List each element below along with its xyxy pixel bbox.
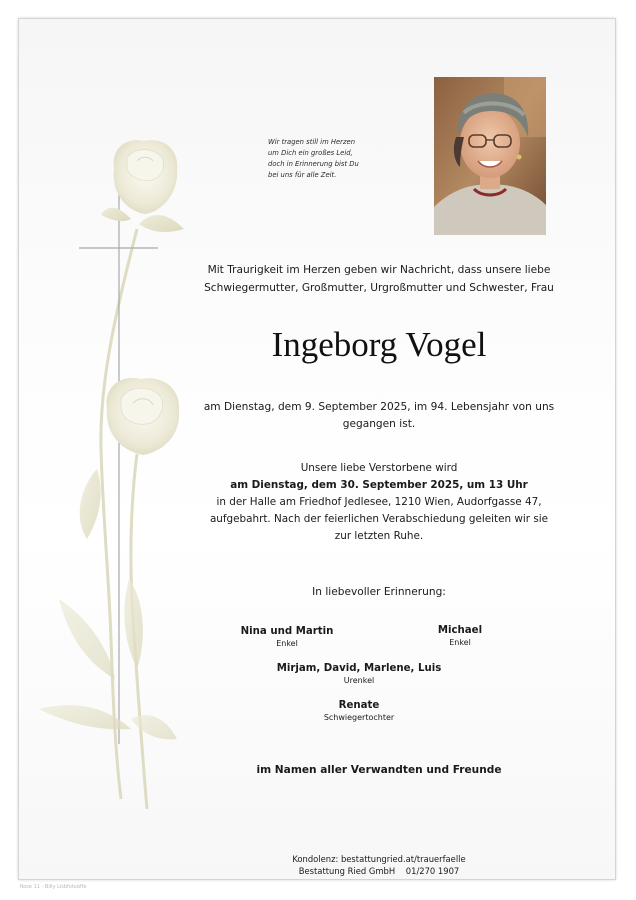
intro-line: Mit Traurigkeit im Herzen geben wir Nachricht, dass unsere liebe [207, 264, 551, 276]
funeral-home-contact: Bestattung Ried GmbH 01/270 1907 [298, 866, 460, 876]
mourner-entry [259, 662, 459, 686]
poem-line: doch in Erinnerung bist Du [268, 160, 359, 168]
mourner-name: Renate [338, 700, 380, 711]
funeral-line: in der Halle am Friedhof Jedlesee, 1210 Wien, Audorfgasse 47, [216, 496, 542, 508]
deceased-name: Ingeborg Vogel [271, 325, 487, 364]
image-credit: Rose 11 - Billy Lisbfotoäffe [20, 884, 87, 890]
memory-heading: In liebevoller Erinnerung: [312, 586, 446, 598]
obituary-card [18, 18, 616, 880]
mourner-role: Enkel [276, 639, 298, 648]
mourner-entry [212, 625, 362, 649]
portrait-photo [434, 77, 546, 235]
announcement-intro [159, 261, 599, 297]
mourner-role: Urenkel [343, 676, 375, 685]
mourner-name: Nina und Martin [240, 626, 334, 637]
upper-rose [114, 140, 178, 214]
mourner-role: Schwiegertochter [323, 713, 395, 722]
mourner-name: Mirjam, David, Marlene, Luis [276, 663, 442, 674]
intro-line: Schwiegermutter, Großmutter, Urgroßmutter und Schwester, Frau [204, 282, 554, 294]
death-line: gegangen ist. [342, 418, 416, 430]
poem-line: Wir tragen still im Herzen [268, 138, 355, 146]
footer [159, 853, 599, 877]
funeral-date: am Dienstag, dem 30. September 2025, um 13 Uhr [230, 479, 528, 491]
mourner-entry [309, 699, 409, 723]
funeral-line: zur letzten Ruhe. [334, 530, 424, 542]
funeral-line: Unsere liebe Verstorbene wird [300, 462, 458, 474]
death-notice [159, 399, 599, 433]
poem [268, 137, 438, 181]
funeral-details [159, 460, 599, 545]
funeral-line: aufgebahrt. Nach der feierlichen Verabschiedung geleiten wir sie [209, 513, 549, 525]
closing-line: im Namen aller Verwandten und Freunde [256, 764, 502, 776]
mourner-name: Michael [437, 625, 483, 636]
death-line: am Dienstag, dem 9. September 2025, im 94. Lebensjahr von uns [203, 401, 555, 413]
mourner-entry [405, 624, 515, 648]
poem-line: um Dich ein großes Leid, [268, 149, 353, 157]
condolence-link[interactable]: Kondolenz: bestattungried.at/trauerfaelle [292, 854, 466, 864]
poem-line: bei uns für alle Zeit. [268, 171, 337, 179]
mourner-role: Enkel [449, 638, 471, 647]
